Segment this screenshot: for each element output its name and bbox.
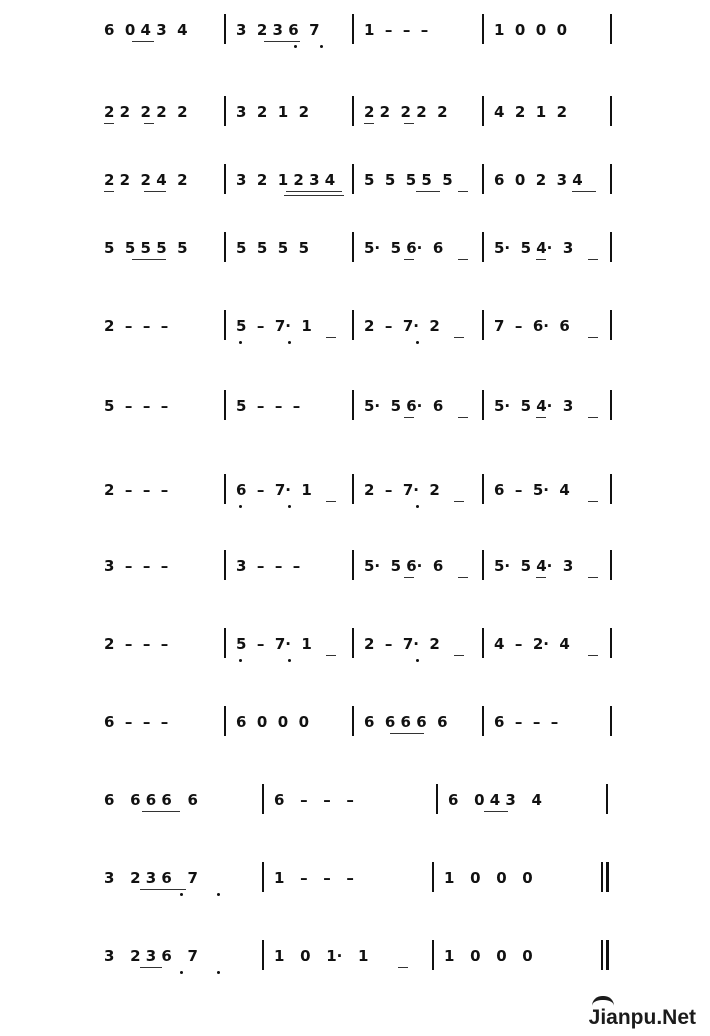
barline <box>352 96 354 126</box>
underline <box>326 655 336 656</box>
measure: 6 – 5· 4 <box>494 481 570 499</box>
underline <box>140 889 186 890</box>
score-line-11 <box>0 780 710 820</box>
barline <box>352 390 354 420</box>
underline <box>588 417 598 418</box>
measure: 4 – 2· 4 <box>494 635 570 653</box>
measure: 5· 5 4· 3 <box>494 397 574 415</box>
score-line-7 <box>0 470 710 510</box>
underline <box>144 123 154 124</box>
underline <box>284 195 344 196</box>
score-line-10 <box>0 702 710 742</box>
underline <box>588 655 598 656</box>
measure: 5 – 7· 1 <box>236 317 312 335</box>
underline <box>286 191 342 192</box>
underline <box>588 501 598 502</box>
barline <box>482 232 484 262</box>
octave-dot <box>320 45 323 48</box>
underline <box>454 337 464 338</box>
measure: 5 – – – <box>104 397 169 415</box>
measure: 5 5 5 5 <box>236 239 310 257</box>
barline <box>610 550 612 580</box>
octave-dot <box>180 971 183 974</box>
barline <box>224 164 226 194</box>
measure: 5 5 5 5 5 <box>364 171 453 189</box>
barline <box>482 14 484 44</box>
underline <box>364 123 374 124</box>
barline <box>352 232 354 262</box>
barline <box>482 550 484 580</box>
barline <box>352 628 354 658</box>
octave-dot <box>416 341 419 344</box>
octave-dot <box>239 659 242 662</box>
octave-dot <box>294 45 297 48</box>
measure: 1 – – – <box>364 21 429 39</box>
barline <box>262 940 264 970</box>
measure: 3 2 1 2 <box>236 103 310 121</box>
octave-dot <box>180 893 183 896</box>
barline <box>262 862 264 892</box>
measure: 6 – 7· 1 <box>236 481 312 499</box>
underline <box>484 811 508 812</box>
barline <box>224 96 226 126</box>
barline <box>224 390 226 420</box>
measure: 1 0 0 0 <box>444 947 533 965</box>
final-barline <box>601 862 610 892</box>
measure: 5· 5 4· 3 <box>494 239 574 257</box>
underline <box>404 123 414 124</box>
underline <box>458 417 468 418</box>
measure: 6 0 4 3 4 <box>448 791 542 809</box>
measure: 7 – 6· 6 <box>494 317 570 335</box>
octave-dot <box>288 659 291 662</box>
measure: 3 2 1 2 3 4 <box>236 171 336 189</box>
barline <box>224 232 226 262</box>
score-line-6 <box>0 386 710 426</box>
measure: 5 5 5 5 5 <box>104 239 188 257</box>
measure: 1 – – – <box>274 869 354 887</box>
measure: 2 – 7· 2 <box>364 635 440 653</box>
barline <box>352 14 354 44</box>
octave-dot <box>416 659 419 662</box>
measure: 6 – – – <box>274 791 354 809</box>
underline <box>142 811 180 812</box>
underline <box>132 41 154 42</box>
underline <box>144 191 166 192</box>
score-line-4 <box>0 228 710 268</box>
barline <box>352 550 354 580</box>
measure: 4 2 1 2 <box>494 103 568 121</box>
final-barline <box>601 940 610 970</box>
measure: 2 – 7· 2 <box>364 317 440 335</box>
underline <box>454 501 464 502</box>
score-line-9 <box>0 624 710 664</box>
measure: 6 6 6 6 6 <box>104 791 198 809</box>
measure: 1 0 0 0 <box>494 21 568 39</box>
barline <box>432 940 434 970</box>
underline <box>588 337 598 338</box>
measure: 1 0 1· 1 <box>274 947 369 965</box>
octave-dot <box>288 341 291 344</box>
measure: 6 0 0 0 <box>236 713 310 731</box>
barline <box>610 310 612 340</box>
underline <box>404 417 414 418</box>
barline <box>482 96 484 126</box>
measure: 3 2 3 6 7 <box>104 869 198 887</box>
measure: 3 2 3 6 7 <box>104 947 198 965</box>
measure: 3 – – – <box>236 557 301 575</box>
octave-dot <box>416 505 419 508</box>
underline <box>398 967 408 968</box>
measure: 6 6 6 6 6 <box>364 713 448 731</box>
underline <box>572 191 596 192</box>
barline <box>352 474 354 504</box>
barline <box>610 474 612 504</box>
score-line-12 <box>0 858 710 898</box>
barline <box>610 390 612 420</box>
underline <box>536 577 546 578</box>
underline <box>326 501 336 502</box>
barline <box>610 96 612 126</box>
measure: 6 – – – <box>494 713 559 731</box>
barline <box>262 784 264 814</box>
barline <box>436 784 438 814</box>
barline <box>432 862 434 892</box>
octave-dot <box>288 505 291 508</box>
score-line-5 <box>0 306 710 346</box>
measure: 5 – 7· 1 <box>236 635 312 653</box>
underline <box>104 191 114 192</box>
score-line-1 <box>0 10 710 50</box>
underline <box>326 337 336 338</box>
underline <box>104 123 114 124</box>
barline <box>224 550 226 580</box>
underline <box>458 259 468 260</box>
barline <box>610 14 612 44</box>
measure: 2 2 2 2 2 <box>364 103 448 121</box>
barline <box>482 390 484 420</box>
underline <box>536 417 546 418</box>
barline <box>482 164 484 194</box>
barline <box>224 628 226 658</box>
measure: 3 2 3 6 7 <box>236 21 320 39</box>
barline <box>610 232 612 262</box>
measure: 6 – – – <box>104 713 169 731</box>
octave-dot <box>217 893 220 896</box>
logo-swoosh-icon <box>592 996 614 1006</box>
barline <box>610 164 612 194</box>
score-line-8 <box>0 546 710 586</box>
measure: 5· 5 6· 6 <box>364 239 444 257</box>
underline <box>458 191 468 192</box>
watermark: Jianpu.Net <box>588 1006 696 1029</box>
barline <box>224 14 226 44</box>
barline <box>482 706 484 736</box>
barline <box>482 628 484 658</box>
measure: 1 0 0 0 <box>444 869 533 887</box>
underline <box>140 967 162 968</box>
barline <box>606 784 608 814</box>
measure: 6 0 2 3 4 <box>494 171 583 189</box>
measure: 2 – 7· 2 <box>364 481 440 499</box>
underline <box>588 259 598 260</box>
measure: 2 2 2 4 2 <box>104 171 188 189</box>
measure: 2 – – – <box>104 481 169 499</box>
underline <box>588 577 598 578</box>
measure: 5 – – – <box>236 397 301 415</box>
underline <box>536 259 546 260</box>
underline <box>404 259 414 260</box>
measure: 6 0 4 3 4 <box>104 21 188 39</box>
octave-dot <box>239 505 242 508</box>
barline <box>224 706 226 736</box>
underline <box>454 655 464 656</box>
underline <box>404 577 414 578</box>
score-line-2 <box>0 92 710 132</box>
measure: 2 – – – <box>104 635 169 653</box>
measure: 3 – – – <box>104 557 169 575</box>
measure: 5· 5 6· 6 <box>364 557 444 575</box>
underline <box>132 259 166 260</box>
barline <box>224 310 226 340</box>
measure: 2 2 2 2 2 <box>104 103 188 121</box>
octave-dot <box>217 971 220 974</box>
octave-dot <box>239 341 242 344</box>
barline <box>610 628 612 658</box>
measure: 5· 5 6· 6 <box>364 397 444 415</box>
score-line-3 <box>0 160 710 200</box>
measure: 5· 5 4· 3 <box>494 557 574 575</box>
underline <box>390 733 424 734</box>
barline <box>352 706 354 736</box>
measure: 2 – – – <box>104 317 169 335</box>
barline <box>482 474 484 504</box>
underline <box>264 41 300 42</box>
barline <box>352 164 354 194</box>
score-line-13 <box>0 936 710 976</box>
underline <box>416 191 440 192</box>
barline <box>352 310 354 340</box>
barline <box>610 706 612 736</box>
barline <box>224 474 226 504</box>
barline <box>482 310 484 340</box>
underline <box>458 577 468 578</box>
